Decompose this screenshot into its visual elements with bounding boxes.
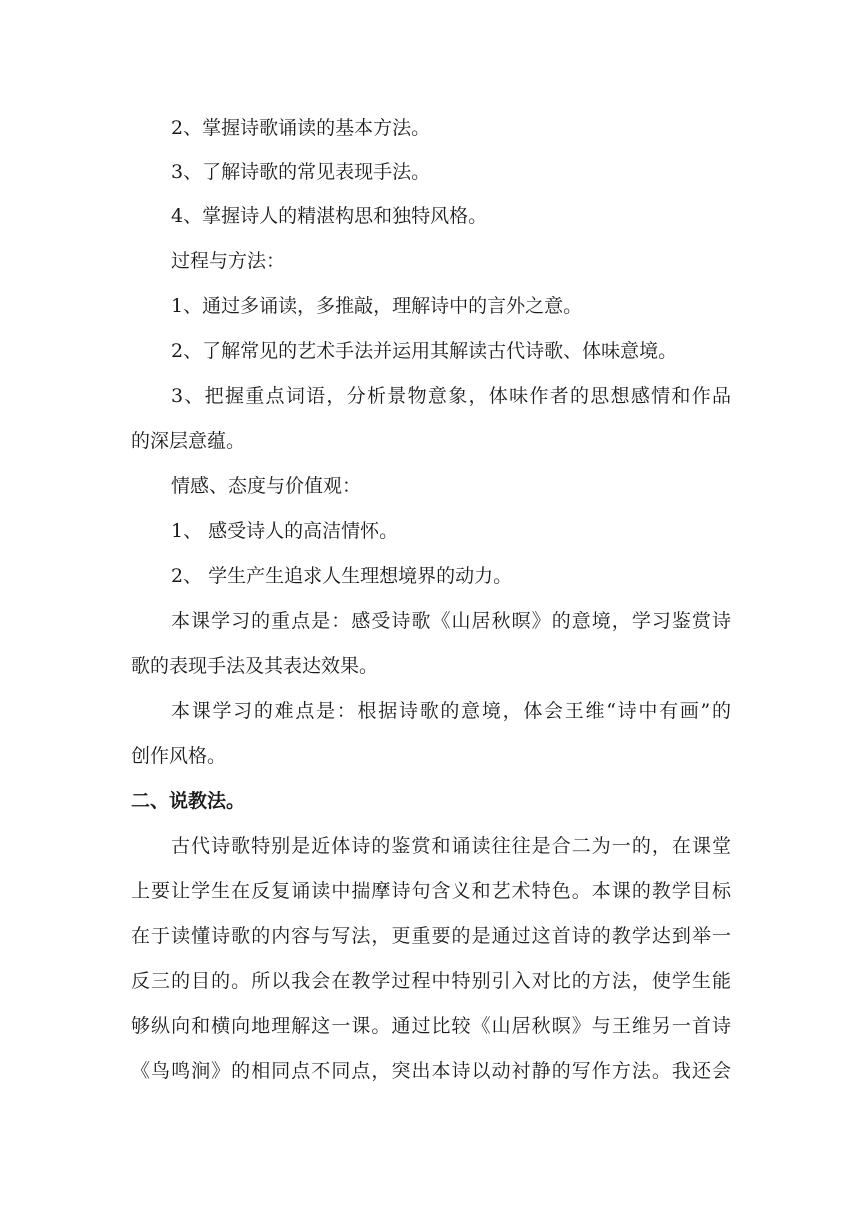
process-line-3-part2: 的深层意蕴。 [131, 430, 246, 452]
objective-line-4: 4、掌握诗人的精湛构思和独特风格。 [171, 205, 488, 227]
section-heading-teaching-method: 二、说教法。 [131, 790, 246, 812]
emotion-line-2: 2、 学生产生追求人生理想境界的动力。 [171, 565, 513, 587]
emotion-line-1: 1、 感受诗人的高洁情怀。 [171, 520, 399, 542]
section-label-process-methods: 过程与方法： [171, 250, 286, 272]
objective-line-3: 3、了解诗歌的常见表现手法。 [171, 161, 431, 183]
method-line-6: 《鸟鸣涧》的相同点不同点，突出本诗以动衬静的写作方法。我还会 [131, 1060, 731, 1082]
objective-line-2: 2、掌握诗歌诵读的基本方法。 [171, 117, 431, 139]
method-line-3: 在于读懂诗歌的内容与写法，更重要的是通过这首诗的教学达到举一 [131, 925, 731, 947]
process-line-3-part1: 3、把握重点词语，分析景物意象，体味作者的思想感情和作品 [171, 385, 731, 407]
process-line-1: 1、通过多诵读，多推敲，理解诗中的言外之意。 [171, 295, 583, 317]
key-point-line-1: 本课学习的重点是：感受诗歌《山居秋暝》的意境，学习鉴赏诗 [171, 610, 731, 632]
difficulty-line-1: 本课学习的难点是：根据诗歌的意境，体会王维“诗中有画”的 [171, 700, 731, 722]
method-line-4: 反三的目的。所以我会在教学过程中特别引入对比的方法，使学生能 [131, 970, 731, 992]
method-line-5: 够纵向和横向地理解这一课。通过比较《山居秋暝》与王维另一首诗 [131, 1015, 731, 1037]
key-point-line-2: 歌的表现手法及其表达效果。 [131, 655, 379, 677]
method-line-1: 古代诗歌特别是近体诗的鉴赏和诵读往往是合二为一的，在课堂 [171, 835, 731, 857]
process-line-2: 2、了解常见的艺术手法并运用其解读古代诗歌、体味意境。 [171, 340, 678, 362]
section-label-emotion-values: 情感、态度与价值观： [171, 475, 362, 497]
method-line-2: 上要让学生在反复诵读中揣摩诗句含义和艺术特色。本课的教学目标 [131, 880, 731, 902]
difficulty-line-2: 创作风格。 [131, 745, 227, 767]
